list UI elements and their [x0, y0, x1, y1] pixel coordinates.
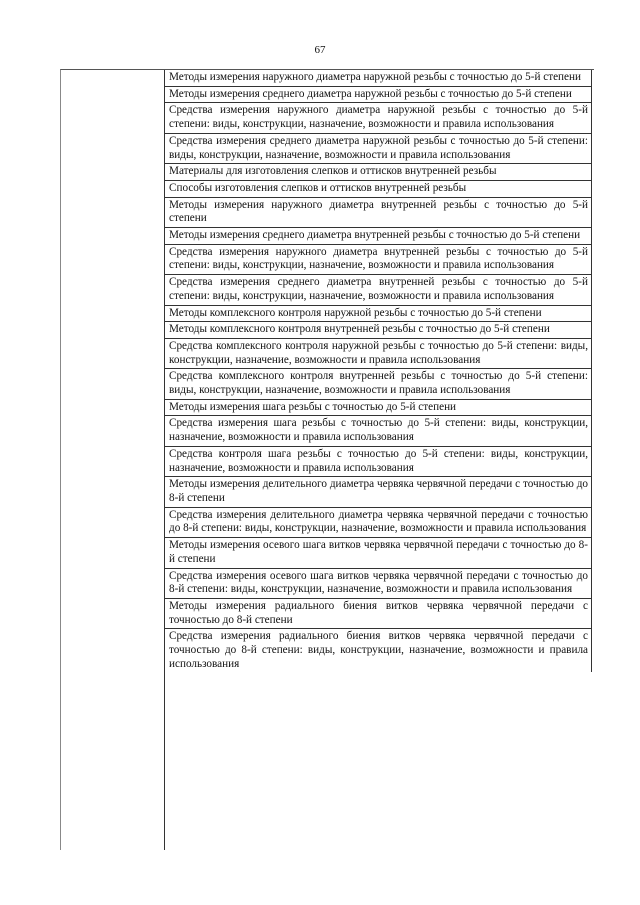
- table-row: Средства измерения осевого шага витков червяка червячной передачи с точностью до 8-й степени: виды, конструкции, назначение, возможности и правила использования: [165, 569, 591, 599]
- table-row: Способы изготовления слепков и оттисков внутренней резьбы: [165, 181, 591, 198]
- table-row: Средства измерения среднего диаметра внутренней резьбы с точностью до 5-й степени: виды, конструкции, назначение, возможности и правила использования: [165, 275, 591, 305]
- table-row: Средства измерения шага резьбы с точностью до 5-й степени: виды, конструкции, назначение, возможности и правила использования: [165, 416, 591, 446]
- requirements-table: [60, 69, 594, 850]
- table-row: Методы измерения радиального биения витков червяка червячной передачи с точностью до 8-й степени: [165, 599, 591, 629]
- table-row: Методы измерения наружного диаметра внутренней резьбы с точностью до 5-й степени: [165, 198, 591, 228]
- table-row: Методы измерения наружного диаметра наружной резьбы с точностью до 5-й степени: [165, 70, 591, 87]
- page-number: 67: [314, 44, 326, 56]
- table-row: Средства измерения наружного диаметра внутренней резьбы с точностью до 5-й степени: виды, конструкции, назначение, возможности и правила использования: [165, 245, 591, 275]
- table-row: Средства контроля шага резьбы с точностью до 5-й степени: виды, конструкции, назначение, возможности и правила использования: [165, 447, 591, 477]
- table-rows: [165, 70, 592, 672]
- table-row: Методы комплексного контроля внутренней резьбы с точностью до 5-й степени: [165, 322, 591, 339]
- table-row: Методы комплексного контроля наружной резьбы с точностью до 5-й степени: [165, 306, 591, 323]
- table-row: Средства измерения наружного диаметра наружной резьбы с точностью до 5-й степени: виды, конструкции, назначение, возможности и правила использования: [165, 103, 591, 133]
- table-row: Средства измерения делительного диаметра червяка червячной передачи с точностью до 8-й степени: виды, конструкции, назначение, возможности и правила использования: [165, 508, 591, 538]
- table-row: Методы измерения среднего диаметра наружной резьбы с точностью до 5-й степени: [165, 87, 591, 104]
- table-row: Средства измерения радиального биения витков червяка червячной передачи с точностью до 8-й степени: виды, конструкции, назначение, возможности и правила использования: [169, 630, 588, 670]
- table-row: Методы измерения осевого шага витков червяка червячной передачи с точностью до 8-й степени: [165, 538, 591, 568]
- table-row: Методы измерения делительного диаметра червяка червячной передачи с точностью до 8-й степени: [165, 477, 591, 507]
- table-row: Методы измерения среднего диаметра внутренней резьбы с точностью до 5-й степени: [165, 228, 591, 245]
- table-row: Средства комплексного контроля наружной резьбы с точностью до 5-й степени: виды, конструкции, назначение, возможности и правила использования: [165, 339, 591, 369]
- table-row: Материалы для изготовления слепков и оттисков внутренней резьбы: [165, 164, 591, 181]
- table-row: Средства комплексного контроля внутренней резьбы с точностью до 5-й степени: виды, конструкции, назначение, возможности и правила использования: [165, 369, 591, 399]
- table-row: Средства измерения среднего диаметра наружной резьбы с точностью до 5-й степени: виды, конструкции, назначение, возможности и правила использования: [165, 134, 591, 164]
- table-left-column: [61, 70, 164, 850]
- table-row: Методы измерения шага резьбы с точностью до 5-й степени: [165, 400, 591, 417]
